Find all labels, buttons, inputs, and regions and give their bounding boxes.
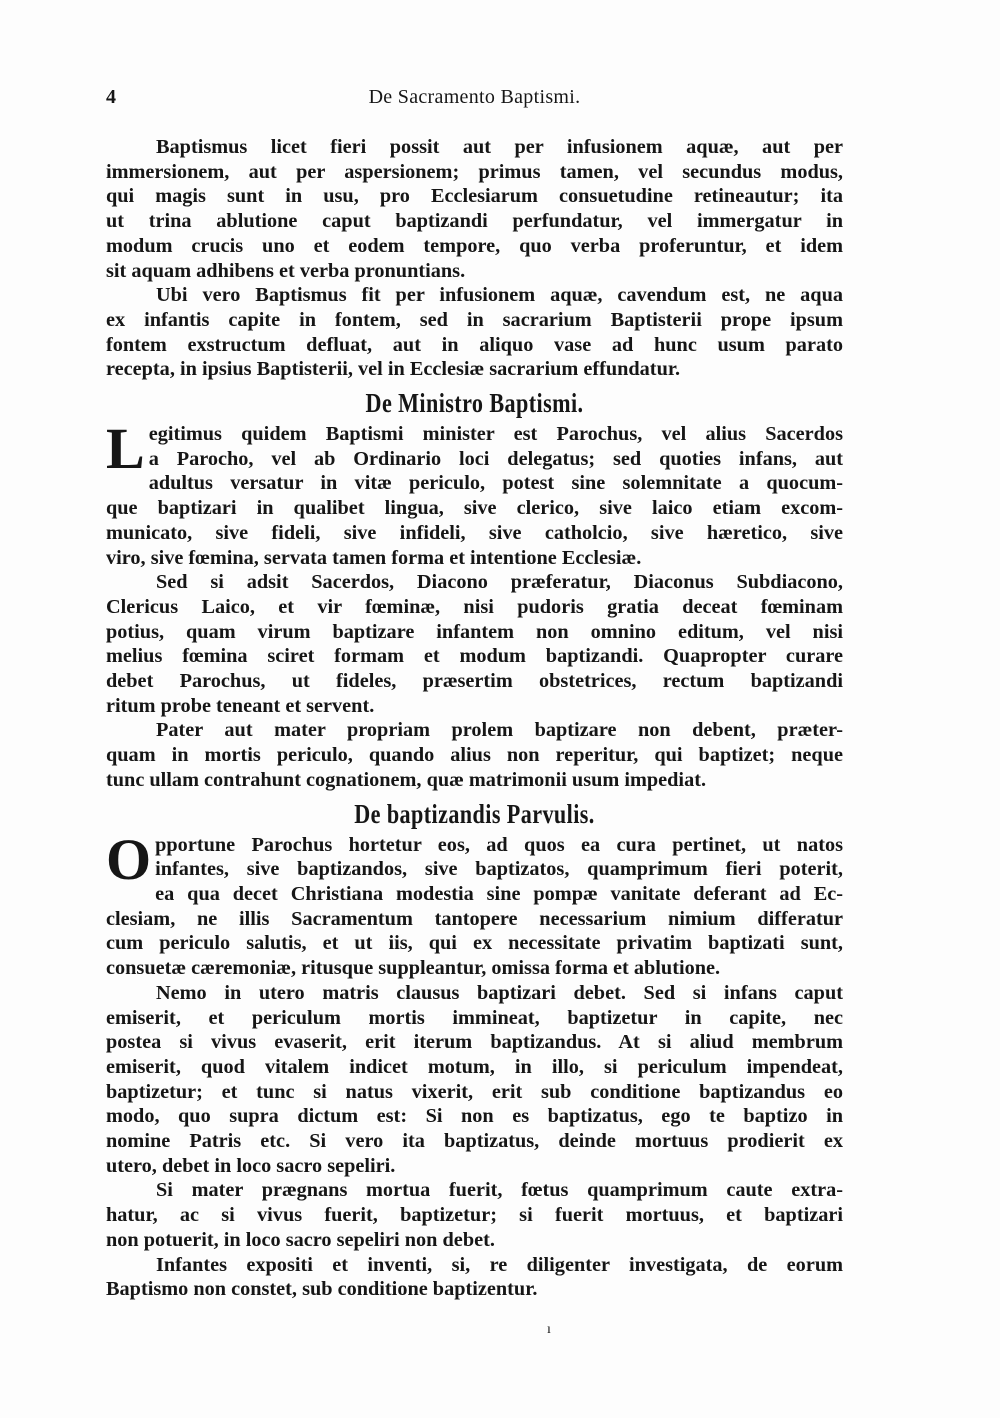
drop-cap: O [106, 826, 152, 892]
text-line: Sed si adsit Sacerdos, Diacono præferatur, Diaconus Subdiacono, [156, 571, 843, 594]
text-line: Infantes expositi et inventi, si, re diligenter investigata, de eorum [156, 1253, 843, 1276]
text-line: non potuerit, in loco sacro sepeliri non debet. [106, 1228, 495, 1251]
running-head [106, 86, 843, 116]
text-line: emiserit, et periculum mortis immineat, baptizetur in capite, nec [106, 1006, 843, 1029]
text-line: immersionem, aut per aspersionem; primus tamen, vel secundus modus, [106, 160, 843, 183]
paragraph [106, 283, 843, 382]
text-line: baptizetur; et tunc si natus vixerit, erit sub conditione baptizandus eo [106, 1080, 843, 1103]
text-line: Pater aut mater propriam prolem baptizare non debent, præter- [156, 719, 843, 742]
text-line: que baptizari in qualibet lingua, sive clerico, sive laico etiam excom- [106, 497, 843, 520]
text-line: ritum probe teneant et servent. [106, 694, 375, 717]
text-line: modum crucis uno et eodem tempore, quo verba proferuntur, et idem [106, 234, 843, 257]
text-line: postea si vivus evaserit, erit iterum baptizandus. At si aliud membrum [106, 1031, 843, 1054]
paragraph [106, 416, 843, 570]
text-line: Baptismo non constet, sub conditione baptizentur. [106, 1278, 538, 1301]
text-line: Nemo in utero matris clausus baptizari debet. Sed si infans caput [156, 981, 843, 1004]
text-line: infantes, sive baptizandos, sive baptizatos, quamprimum fieri poterit, [155, 858, 843, 881]
text-line: ea qua decet Christiana modestia sine pompæ vanitate deferant ad Ec- [155, 882, 843, 905]
text-line: debet Parochus, ut fideles, præsertim obstetrices, rectum baptizandi [106, 670, 843, 693]
paragraph [106, 570, 843, 718]
text-line: Si mater prægnans mortua fuerit, fœtus quamprimum caute extra- [156, 1179, 843, 1202]
document-body [106, 135, 843, 1302]
text-line: qui magis sunt in usu, pro Ecclesiarum consuetudine retineautur; ita [106, 185, 843, 208]
text-line: adultus versatur in vitæ periculo, potest sine solemnitate a quocum- [148, 472, 843, 495]
text-line: municato, sive fideli, sive infideli, sive catholcio, sive hæretico, sive [106, 521, 843, 544]
text-line: tunc ullam contrahunt cognationem, quæ matrimonii usum impediat. [106, 768, 707, 791]
text-line: Baptismus licet fieri possit aut per infusionem aquæ, aut per [156, 136, 843, 158]
text-line: nomine Patris etc. Si vero ita baptizatus, deinde mortuus prodierit ex [106, 1130, 843, 1153]
document-page [106, 86, 843, 1302]
text-line: quam in mortis periculo, quando alius non reperitur, qui baptizet; neque [106, 744, 843, 767]
paragraph [106, 718, 843, 792]
text-line: ut trina ablutione caput baptizandi perfundatur, vel immergatur in [106, 210, 843, 233]
page-number: 4 [106, 86, 116, 108]
print-mark: ı [547, 1322, 551, 1337]
text-line: melius fœmina sciret formam et modum baptizandi. Quapropter curare [106, 645, 843, 668]
running-title: De Sacramento Baptismi. [368, 86, 581, 108]
section-heading: De baptizandis Parvulis. [354, 798, 595, 829]
text-line: hatur, ac si vivus fuerit, baptizetur; si fuerit mortuus, et baptizari [106, 1204, 843, 1227]
text-line: modo, quo supra dictum est: Si non es baptizatus, ego te baptizo in [106, 1105, 843, 1128]
text-line: cum periculo salutis, et ut iis, qui ex necessitate privatim baptizati sunt, [106, 932, 843, 955]
paragraph [106, 981, 843, 1179]
text-line: a Parocho, vel ab Ordinario loci delegatus; sed quoties infans, aut [148, 447, 843, 470]
text-line: emiserit, quod vitalem indicet motum, in illo, si periculum impendeat, [106, 1055, 843, 1078]
text-line: consuetæ cæremoniæ, ritusque suppleantur, omissa forma et ablutione. [106, 957, 721, 980]
section-heading: De Ministro Baptismi. [365, 388, 584, 419]
text-line: potius, quam virum baptizare infantem non omnino editum, vel nisi [106, 620, 843, 643]
paragraph [106, 1253, 843, 1302]
text-line: ex infantis capite in fontem, sed in sacrarium Baptisterii prope ipsum [106, 308, 843, 331]
text-line: pportune Parochus hortetur eos, ad quos ea cura pertinet, ut natos [155, 833, 843, 856]
text-line: recepta, in ipsius Baptisterii, vel in Ecclesiæ sacrarium effundatur. [106, 358, 681, 381]
paragraph [106, 826, 843, 981]
paragraph [106, 135, 843, 283]
text-line: sit aquam adhibens et verba pronuntians. [106, 259, 466, 282]
text-line: fontem exstructum defluat, aut in aliquo vase ad hunc usum parato [106, 333, 843, 356]
text-line: Ubi vero Baptismus fit per infusionem aquæ, cavendum est, ne aqua [156, 284, 843, 307]
text-line: utero, debet in loco sacro sepeliri. [106, 1154, 396, 1177]
text-line: viro, sive fœmina, servata tamen forma et intentione Ecclesiæ. [106, 546, 642, 569]
paragraph [106, 1178, 843, 1252]
text-line: egitimus quidem Baptismi minister est Parochus, vel alius Sacerdos [148, 423, 843, 446]
text-line: clesiam, ne illis Sacramentum tantopere necessarium nimium differatur [106, 907, 843, 930]
text-line: Clericus Laico, et vir fœminæ, nisi pudoris gratia deceat fœminam [106, 595, 843, 618]
drop-cap: L [106, 416, 145, 482]
